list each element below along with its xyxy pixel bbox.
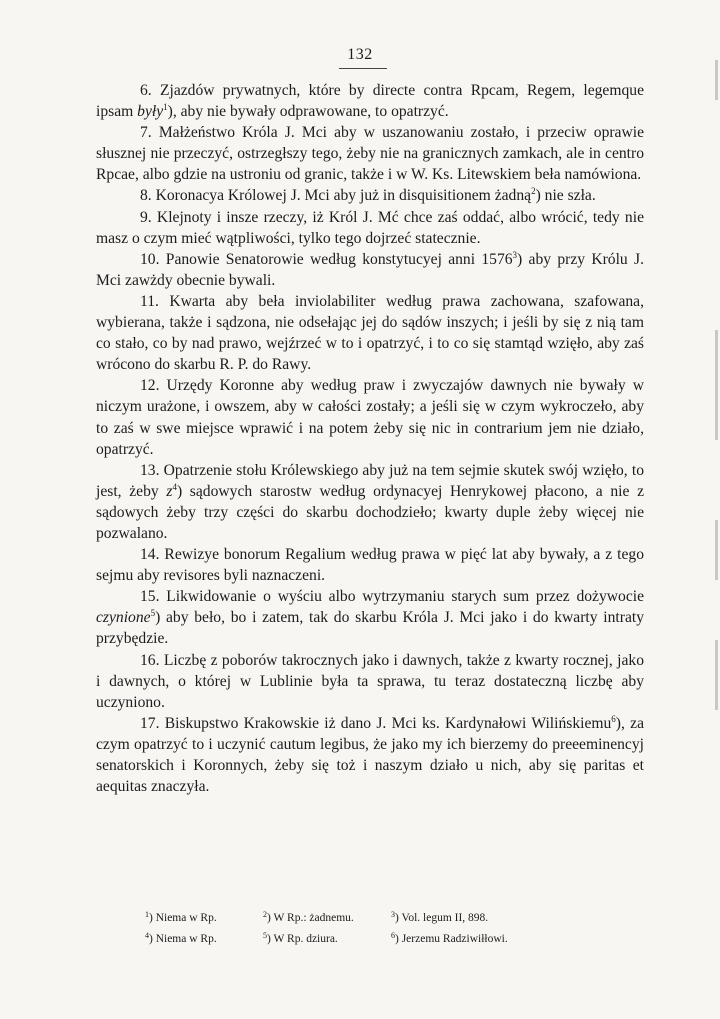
footnote-ref: 5 [150, 608, 156, 619]
italic-text: z [166, 482, 173, 500]
footnote-mark: 4 [145, 931, 149, 940]
footnote-ref: 6 [611, 713, 616, 724]
scan-edge-mark [715, 640, 718, 710]
paragraph-text: ), za czym opatrzyć to i uczynić cautum legibus, że jako my ich bierzemy do preeeminencyj senatorskich i Koronnych, żeby się toż i naszym działo u nich, aby się paritas et aequitas znaczyła. [96, 714, 644, 796]
scan-edge-mark [715, 60, 718, 100]
footnote [391, 908, 581, 929]
paragraph-text: 16. Liczbę z poborów takrocznych jako i dawnych, także z kwarty rocznej, jako i dawnych, o której w Lublinie była ta sprawa, tu teraz dostateczną liczbę aby uczyniono. [96, 651, 644, 711]
paragraph-p16 [96, 650, 644, 713]
page-number-rule [339, 68, 387, 69]
footnote-text: ) Niema w Rp. [149, 933, 217, 945]
paragraph-p8 [96, 185, 644, 206]
footnote-text: ) W Rp.: żadnemu. [267, 912, 354, 924]
footnote-text: ) Jerzemu Radziwiłłowi. [395, 933, 508, 945]
paragraph-text: 12. Urzędy Koronne aby według praw i zwyczajów dawnych nie bywały w niczym urażone, i owszem, aby w całości zostały; a jeśli się w czym wykroczeło, aby to zaś w swe miejsce wprawić i na potem żeby się nic in contrarium jem nie działo, opatrzyć. [96, 377, 644, 458]
paragraph-p13 [96, 460, 644, 544]
footnote-mark: 5 [263, 931, 267, 940]
scan-edge-mark [715, 520, 718, 580]
scan-edge-mark [715, 330, 718, 440]
paragraph-p11 [96, 291, 644, 375]
paragraph-text: ) sądowych starostw według ordynacyej Henrykowej płacono, a nie z sądowych żeby trzy części do skarbu dochodzieło; kwarty duple żeby więcej nie pozwalano. [96, 482, 644, 542]
paragraph-p7 [96, 122, 644, 185]
footnote-ref: 4 [172, 481, 177, 492]
page-number: 132 [347, 46, 373, 63]
paragraph-text: 17. Biskupstwo Krakowskie iż dano J. Mci ks. Kardynałowi Wilińskiemu [140, 714, 612, 732]
italic-text: czynione [96, 609, 151, 627]
paragraph-p12 [96, 375, 644, 459]
paragraph-text: 15. Likwidowanie o wyściu albo wytrzymaniu starych sum przez dożywocie [140, 588, 644, 606]
paragraph-text: ) aby beło, bo i zatem, tak do skarbu Króla J. Mci jako i do kwarty intraty przybędzie. [96, 609, 644, 648]
paragraph-text: ) aby przy Królu J. Mci zawżdy obecnie bywali. [96, 250, 644, 289]
paragraph-text: 14. Rewizye bonorum Regalium według prawa w pięć lat aby bywały, a z tego sejmu aby revisores byli naznaczeni. [96, 546, 644, 585]
paragraph-p9 [96, 207, 644, 249]
paragraph-p17 [96, 713, 644, 797]
paragraph-p10 [96, 249, 644, 291]
footnote-row [145, 908, 585, 929]
footnote-ref: 1 [163, 102, 168, 113]
paragraph-text: ) nie szła. [535, 187, 596, 205]
footnote-text: ) Vol. legum II, 898. [395, 912, 489, 924]
footnote-text: ) Niema w Rp. [149, 912, 217, 924]
paragraph-text: 7. Małżeństwo Króla J. Mci aby w uszanowaniu zostało, i przeciw oprawie słusznej nie przeczyć, ostrzegłszy tego, żeby nie na granicznych zamkach, ale in centro Rpcae, albo gdzie na ustroniu od granic, także i w W. Ks. Litewskiem beła namówiona. [96, 124, 644, 184]
paragraph-p14 [96, 544, 644, 586]
footnote [145, 929, 263, 950]
footnote [263, 908, 391, 929]
footnote-ref: 2 [531, 186, 536, 197]
footnote [391, 929, 581, 950]
footnote-mark: 1 [145, 910, 149, 919]
footnote-mark: 6 [391, 931, 395, 940]
footnote [263, 929, 391, 950]
footnote-mark: 3 [391, 910, 395, 919]
paragraph-text: 6. Zjazdów prywatnych, które by directe contra Rpcam, Regem, legemque ipsam [96, 82, 644, 121]
paragraph-text: 10. Panowie Senatorowie według konstytucyej anni 1576 [140, 250, 513, 268]
footnote-text: ) W Rp. dziura. [267, 933, 338, 945]
paragraph-text: 13. Opatrzenie stołu Królewskiego aby już na tem sejmie skutek swój wzięło, to jest, żeby [96, 461, 644, 500]
paragraph-text: ), aby nie bywały odprawowane, to opatrzyć. [167, 103, 449, 121]
paragraph-p15 [96, 586, 644, 649]
footnote [145, 908, 263, 929]
body-text [96, 80, 644, 797]
footnote-ref: 3 [512, 249, 518, 260]
italic-text: były [137, 103, 164, 121]
paragraph-text: 8. Koronacya Królowej J. Mci aby już in disquisitionem żadną [140, 187, 532, 205]
footnote-row [145, 929, 585, 950]
paragraph-p6 [96, 80, 644, 122]
paragraph-text: 9. Klejnoty i insze rzeczy, iż Król J. Mć chce zaś oddać, albo wrócić, tedy nie masz o czym mieć wątpliwości, tylko tego dojrzeć statecznie. [96, 208, 644, 247]
footnotes [145, 908, 585, 950]
paragraph-text: 11. Kwarta aby beła inviolabiliter według prawa zachowana, szafowana, wybierana, także i sądzona, nie odsełając jej do sądów inszych; i jeśli by się z nią tam co stało, co by nad prawo, wejźrzeć w to i opatrzyć, i to co się stamtąd wzięło, aby zaś wrócono do skarbu R. P. do Rawy. [96, 292, 644, 374]
footnote-mark: 2 [263, 910, 267, 919]
